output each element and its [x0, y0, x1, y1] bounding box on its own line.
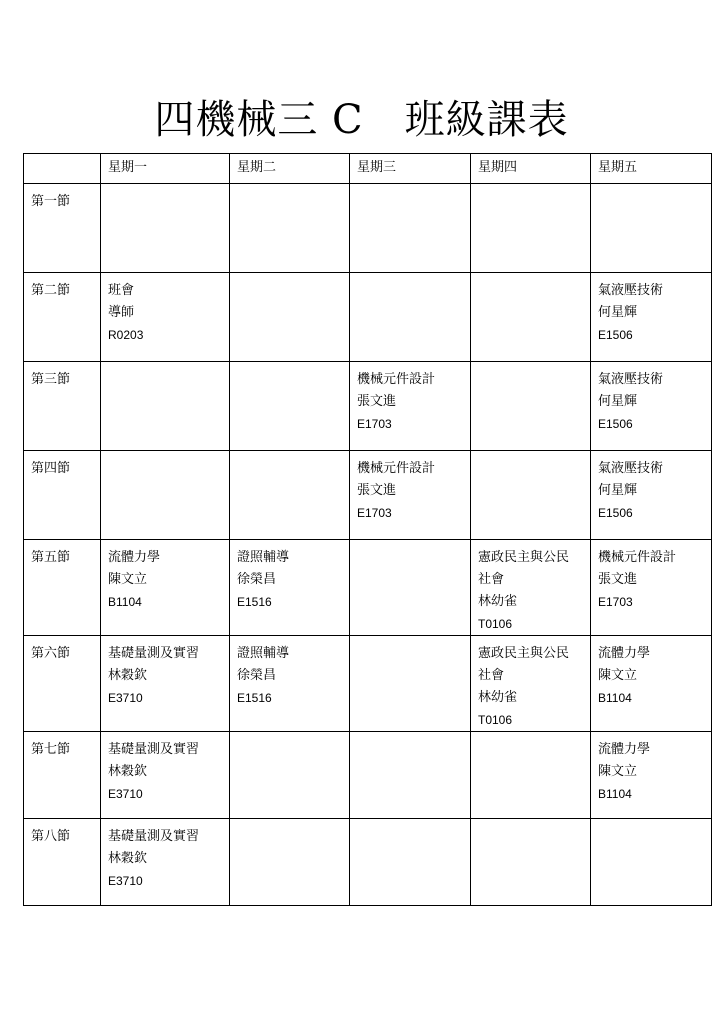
class-cell [591, 451, 712, 540]
class-cell [350, 732, 471, 819]
day-header: 星期一 [101, 154, 230, 184]
course-detail: 導師 [108, 305, 135, 320]
day-header: 星期三 [350, 154, 471, 184]
room-code: B1104 [598, 691, 632, 705]
room-code: E3710 [108, 691, 143, 705]
class-cell [101, 819, 230, 906]
class-cell [350, 184, 471, 273]
class-cell [591, 636, 712, 732]
corner-cell [24, 154, 101, 184]
class-cell [350, 636, 471, 732]
class-cell [230, 732, 350, 819]
class-cell [350, 273, 471, 362]
room-code: E1703 [598, 595, 633, 609]
course-name: 憲政民主與公民 [478, 550, 570, 565]
class-cell [471, 540, 591, 636]
class-cell [350, 362, 471, 451]
course-detail: 徐榮昌 [237, 668, 277, 683]
period-row [24, 732, 712, 819]
course-name: 證照輔導 [237, 646, 290, 661]
room-code: T0106 [478, 617, 513, 631]
course-detail: 陳文立 [598, 668, 638, 683]
class-cell [230, 540, 350, 636]
period-row [24, 184, 712, 273]
class-cell [471, 273, 591, 362]
period-label: 第五節 [24, 540, 101, 636]
class-cell [101, 636, 230, 732]
course-name: 流體力學 [598, 646, 651, 661]
course-detail: 何星輝 [598, 483, 638, 498]
course-detail: 社會 [478, 572, 505, 587]
course-name: 氣液壓技術 [598, 283, 664, 298]
class-cell [230, 273, 350, 362]
class-cell [591, 362, 712, 451]
course-name: 氣液壓技術 [598, 461, 664, 476]
day-header: 星期四 [471, 154, 591, 184]
class-cell [350, 451, 471, 540]
period-label: 第七節 [24, 732, 101, 819]
room-code: E3710 [108, 874, 143, 888]
class-cell [230, 819, 350, 906]
course-detail: 張文進 [357, 483, 397, 498]
course-detail: 林幼雀 [478, 690, 518, 705]
period-row [24, 819, 712, 906]
class-cell [101, 732, 230, 819]
class-cell [591, 273, 712, 362]
period-label: 第四節 [24, 451, 101, 540]
class-cell [591, 732, 712, 819]
room-code: B1104 [598, 787, 632, 801]
course-detail: 社會 [478, 668, 505, 683]
room-code: E1703 [357, 506, 392, 520]
class-cell [591, 540, 712, 636]
course-name: 基礎量測及實習 [108, 646, 200, 661]
period-label: 第二節 [24, 273, 101, 362]
period-row [24, 540, 712, 636]
course-detail: 林穀欽 [108, 851, 148, 866]
course-detail: 林幼雀 [478, 594, 518, 609]
course-detail: 陳文立 [108, 572, 148, 587]
course-detail: 陳文立 [598, 764, 638, 779]
class-timetable [23, 153, 712, 906]
room-code: E1506 [598, 417, 633, 431]
period-label: 第一節 [24, 184, 101, 273]
day-header: 星期五 [591, 154, 712, 184]
timetable-header-row [24, 154, 712, 184]
course-detail: 張文進 [357, 394, 397, 409]
course-name: 憲政民主與公民 [478, 646, 570, 661]
page-title: 四機械三 C 班級課表 [154, 97, 569, 143]
room-code: E3710 [108, 787, 143, 801]
class-cell [471, 819, 591, 906]
course-name: 班會 [108, 283, 135, 298]
class-cell [230, 636, 350, 732]
room-code: T0106 [478, 713, 513, 727]
class-cell [591, 184, 712, 273]
class-cell [101, 184, 230, 273]
course-detail: 何星輝 [598, 394, 638, 409]
period-label: 第三節 [24, 362, 101, 451]
day-header: 星期二 [230, 154, 350, 184]
course-name: 機械元件設計 [357, 461, 436, 476]
room-code: E1703 [357, 417, 392, 431]
class-cell [101, 362, 230, 451]
course-name: 氣液壓技術 [598, 372, 664, 387]
course-name: 機械元件設計 [357, 372, 436, 387]
course-detail: 徐榮昌 [237, 572, 277, 587]
class-cell [471, 636, 591, 732]
period-label: 第六節 [24, 636, 101, 732]
course-detail: 何星輝 [598, 305, 638, 320]
course-detail: 張文進 [598, 572, 638, 587]
class-cell [230, 362, 350, 451]
course-detail: 林穀欽 [108, 668, 148, 683]
class-cell [471, 184, 591, 273]
class-cell [471, 732, 591, 819]
period-row [24, 273, 712, 362]
room-code: R0203 [108, 328, 144, 342]
course-detail: 林穀欽 [108, 764, 148, 779]
period-row [24, 451, 712, 540]
period-row [24, 362, 712, 451]
class-cell [101, 451, 230, 540]
class-cell [230, 184, 350, 273]
class-cell [471, 451, 591, 540]
course-name: 證照輔導 [237, 550, 290, 565]
class-cell [230, 451, 350, 540]
room-code: E1506 [598, 506, 633, 520]
room-code: B1104 [108, 595, 142, 609]
course-name: 基礎量測及實習 [108, 742, 200, 757]
room-code: E1516 [237, 595, 272, 609]
class-cell [101, 273, 230, 362]
course-name: 基礎量測及實習 [108, 829, 200, 844]
class-cell [350, 540, 471, 636]
class-cell [471, 362, 591, 451]
room-code: E1516 [237, 691, 272, 705]
course-name: 機械元件設計 [598, 550, 677, 565]
course-name: 流體力學 [598, 742, 651, 757]
room-code: E1506 [598, 328, 633, 342]
course-name: 流體力學 [108, 550, 161, 565]
class-cell [350, 819, 471, 906]
period-row [24, 636, 712, 732]
class-cell [101, 540, 230, 636]
class-cell [591, 819, 712, 906]
period-label: 第八節 [24, 819, 101, 906]
